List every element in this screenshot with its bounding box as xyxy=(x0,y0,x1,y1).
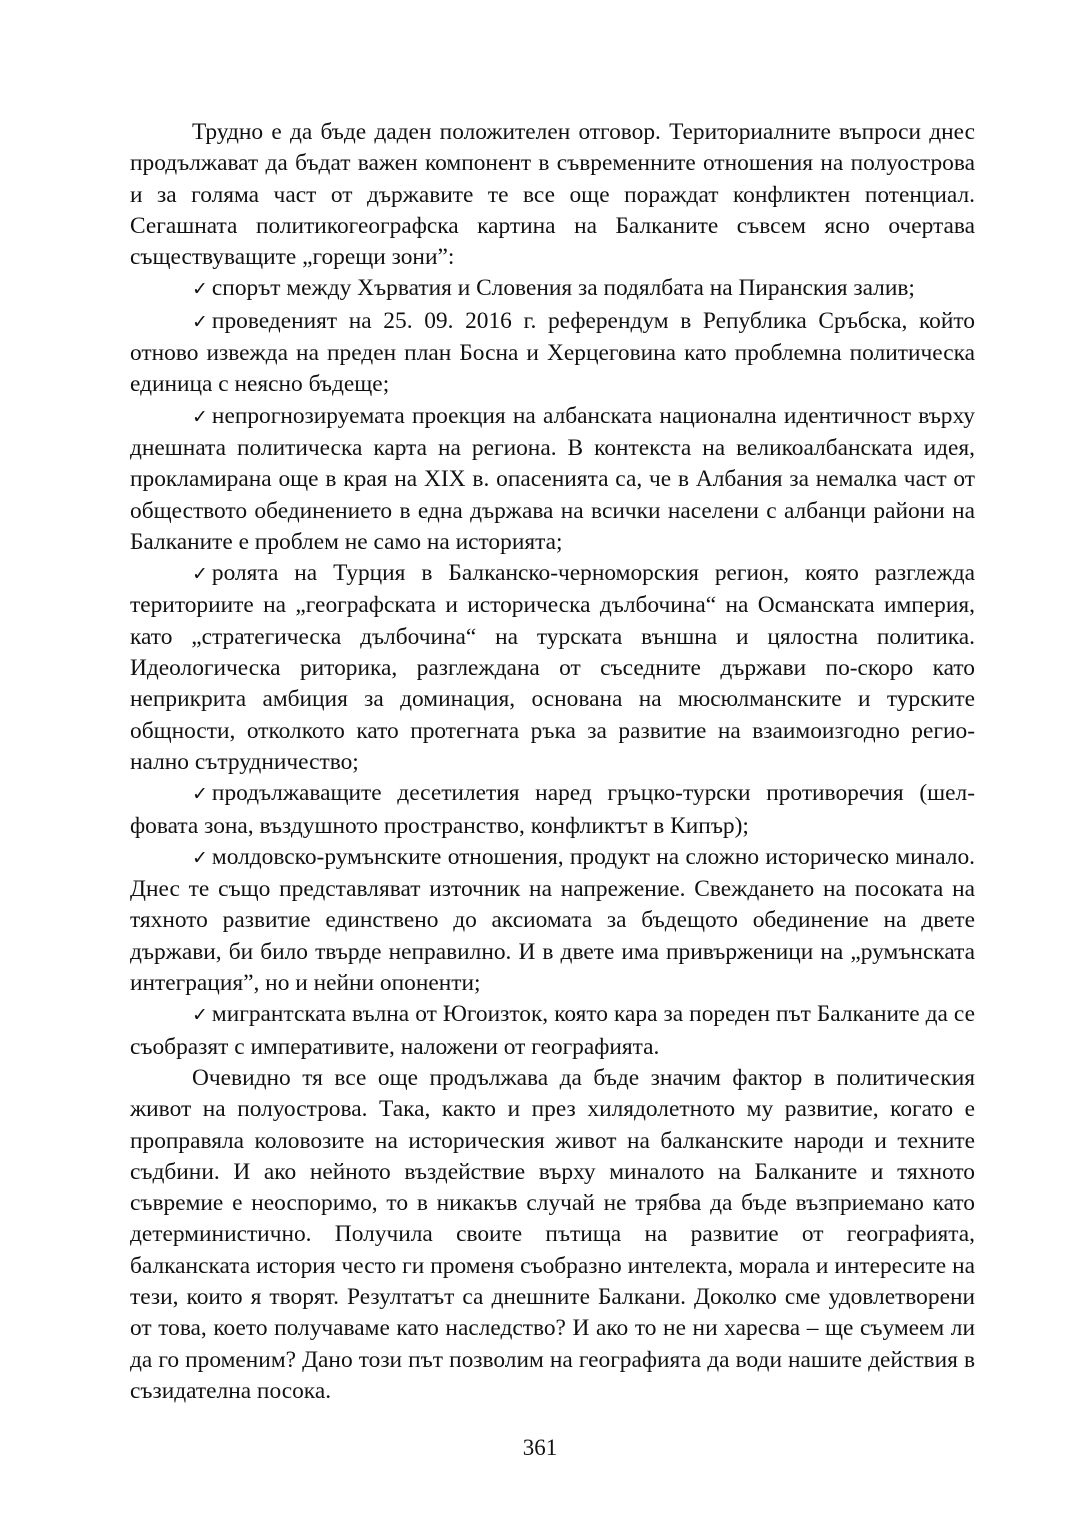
list-item xyxy=(130,273,975,305)
checkmark-icon: ✓ xyxy=(192,563,208,586)
list-item-text: проведеният на 25. 09. 2016 г. референдум в Република Сръбска, който отново извежда на преден план Босна и Херцеговина като проблемна политическа единица с неясно бъдеще; xyxy=(130,307,975,398)
checkmark-icon: ✓ xyxy=(192,783,208,806)
list-item-text: мигрантската вълна от Югоизток, която кара за пореден път Балканите да се съобразят с императивите, наложени от географията. xyxy=(130,1001,975,1060)
checkmark-icon: ✓ xyxy=(192,846,208,869)
checkmark-icon: ✓ xyxy=(192,278,208,301)
list-item-text: молдовско-румънските отношения, продукт на сложно историческо минало. Днес те също представляват източник на напрежение. Свеждането на посоката на тяхното развитие единствено до аксиомата за бъдещото обединение на двете държави, би било твърде неправилно. И в двете има привърженици на „румънската интеграция”, но и нейни опоненти; xyxy=(130,843,975,997)
list-item-text: продължаващите десетилетия наред гръцко-турски противоречия (шелфовата зона, въздушното пространство, конфликтът в Кипър); xyxy=(130,780,975,839)
checkmark-icon: ✓ xyxy=(192,310,208,333)
checkmark-icon: ✓ xyxy=(192,1004,208,1027)
checkmark-icon: ✓ xyxy=(192,405,208,428)
list-item-text: непрогнозируемата проекция на албанската национална идентичност върху днешната политическа карта на региона. В контекста на великоалбанската идея, прокламирана още в края на XIX в. опасенията са, че в Албания за немалка част от обществото обединението в една държава на всички населени с албанци райони на Балканите е проблем не само на историята; xyxy=(130,402,975,555)
list-item-text: ролята на Турция в Балканско-черноморския регион, която разглежда териториите на „географската и историческа дълбочина“ на Османската империя, като „стратегическа дълбочина“ на турската външна и цялостна политика. Идеологическа риторика, разглеждана от съседните държави по-скоро като неприкрита амбиция за доминация, основана на мюсюлманските и турските общности, отколкото като протегната ръка за развитие на взаимоизгодно регионално сътрудничество; xyxy=(130,560,975,775)
list-item xyxy=(130,778,975,842)
list-item xyxy=(130,306,975,401)
list-item xyxy=(130,401,975,558)
page-body xyxy=(130,117,975,1407)
conclusion-paragraph: Очевидно тя все още продължава да бъде значим фактор в политическия живот на полуострова. Така, както и през хилядолетното му развитие, когато е проправяла коловозите на историческия живот на балканските народи и техните съдбини. И ако нейното въздействие върху миналото на Балканите и тяхното съвремие е неоспоримо, то в никакъв случай не трябва да бъде възприемано като детерминистично. Получила своите пътища на развитие от географията, балканската история често ги променя съобразно интелекта, морала и интересите на тези, които я творят. Резултатът са днешните Балкани. Доколко сме удовлетворени от това, което получаваме като наследство? И ако то не ни харесва – ще съумеем ли да го променим? Дано този път позволим на географията да води нашите действия в съзидателна посока. xyxy=(130,1064,975,1404)
list-item xyxy=(130,558,975,778)
page-number: 361 xyxy=(522,1435,558,1460)
list-item-text: спорът между Хърватия и Словения за подялбата на Пиранския залив; xyxy=(211,275,915,302)
list-item xyxy=(130,999,975,1063)
intro-paragraph: Трудно е да бъде даден положителен отговор. Териториалните въпроси днес продължават да бъдат важен компонент в съвременните отношения на полуострова и за голяма част от държавите те все още пораждат конфликтен потенциал. Сегашната политикогеографска картина на Балканите съвсем ясно очертава съществуващите „горещи зони”: xyxy=(130,119,975,271)
list-item xyxy=(130,842,975,999)
